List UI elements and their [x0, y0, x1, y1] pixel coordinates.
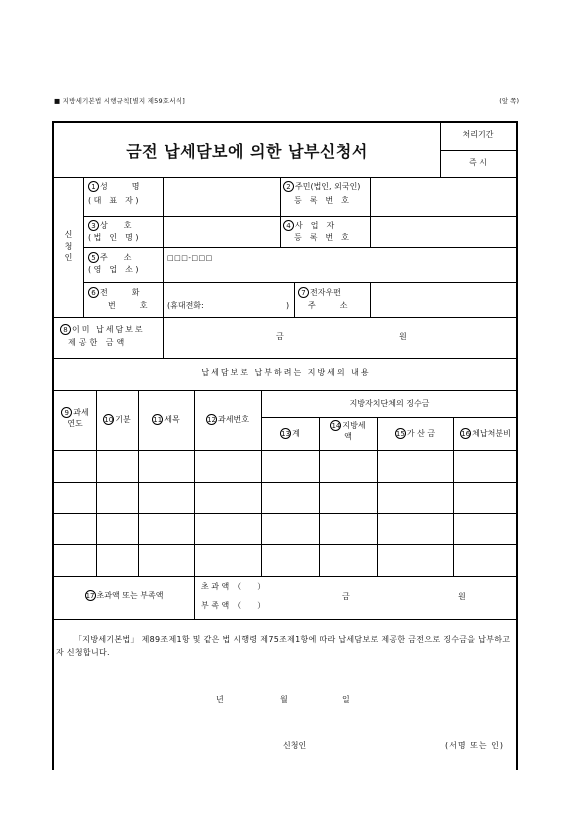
item-number: 2 — [283, 181, 294, 192]
phone-label-2: 번 호 — [108, 301, 148, 310]
divider — [261, 417, 518, 418]
additional-charge-header-text: 가 산 금 — [406, 429, 436, 438]
tax-item-header-text: 세목 — [164, 415, 180, 424]
section-heading: 납세담보로 납부하려는 지방세의 내용 — [201, 368, 371, 377]
item-number: 16 — [461, 430, 471, 438]
divider — [370, 177, 371, 247]
processing-period-label: 처리기간 — [462, 130, 494, 139]
item-number: 6 — [88, 287, 99, 298]
item-number: 12 — [207, 416, 216, 424]
tax-year-header-text: 과세 — [73, 408, 89, 417]
divider — [280, 177, 281, 247]
arrears-fee-header-text: 체납처분비 — [472, 429, 511, 438]
divider — [83, 282, 518, 283]
divider — [163, 317, 164, 358]
page-side-label: (앞 쪽) — [499, 97, 519, 105]
applicant-label-char: 인 — [64, 253, 73, 263]
item-number: 4 — [283, 220, 294, 231]
divider — [54, 390, 518, 391]
form-title: 금전 납세담보에 의한 납부신청서 — [126, 142, 368, 161]
corporation-name-label: ( 법 인 명 ) — [88, 233, 139, 242]
email-label-2: 주 소 — [308, 301, 348, 310]
divider — [54, 317, 518, 318]
item-number: 13 — [281, 430, 291, 438]
date-day-label: 일 — [342, 695, 350, 704]
item-number: 7 — [298, 287, 309, 298]
divider — [194, 576, 195, 619]
application-form — [52, 121, 518, 770]
address-field[interactable]: □□□-□□□ — [167, 254, 213, 262]
divider — [440, 150, 518, 151]
total-header-text: 계 — [292, 429, 300, 438]
table-row[interactable] — [54, 483, 518, 513]
tax-number-header — [194, 414, 261, 426]
item-number: 9 — [61, 407, 72, 418]
item-number: 17 — [85, 592, 95, 600]
tax-number-header-text: 과세번호 — [218, 415, 249, 424]
provided-amount-label — [60, 324, 145, 336]
trade-name-field[interactable] — [165, 218, 278, 245]
business-number-label — [283, 220, 334, 232]
divider — [83, 247, 518, 248]
excess-unit: 원 — [458, 592, 466, 601]
period-header — [96, 414, 138, 426]
mobile-phone-close: ) — [286, 301, 290, 310]
trade-name-label — [88, 220, 131, 232]
item-number: 14 — [331, 422, 341, 430]
item-number: 15 — [395, 430, 405, 438]
divider — [370, 282, 371, 317]
local-tax-header-text-2: 액 — [344, 431, 352, 441]
divider — [54, 358, 518, 359]
provided-amount-unit: 원 — [399, 332, 407, 341]
email-field[interactable] — [372, 284, 516, 315]
form-reference-header: ■ 지방세기본법 시행규칙[별지 제59호서식] — [54, 97, 185, 105]
registration-number-label — [283, 181, 360, 193]
address-label-text: 주 소 — [100, 253, 132, 262]
arrears-fee-header — [453, 428, 518, 440]
application-statement: 「지방세기본법」 제89조제1항 및 같은 법 시행령 제75조제1항에 따라 납세담보로 제공한 금전으로 징수금을 납부하고자 신청합니다. — [56, 635, 511, 657]
trade-name-label-text: 상 호 — [100, 221, 132, 230]
applicant-sign-label: 신청인 — [283, 741, 307, 750]
total-header — [261, 428, 319, 440]
tax-item-header — [138, 414, 194, 426]
excess-line: 초 과 액 （ ） — [201, 582, 266, 591]
item-number: 5 — [88, 252, 99, 263]
business-number-label-text: 사 업 자 — [295, 221, 335, 230]
tax-year-header — [54, 407, 96, 430]
divider — [54, 619, 518, 620]
provided-amount-label-text: 이미 납세담보로 — [72, 325, 145, 334]
divider — [163, 177, 164, 317]
phone-label-text: 전 화 — [100, 288, 140, 297]
excess-shortage-label — [54, 590, 194, 602]
date-year-label: 년 — [216, 695, 224, 704]
item-number: 1 — [88, 181, 99, 192]
additional-charge-header — [377, 428, 453, 440]
processing-period-value: 즉 시 — [469, 158, 487, 167]
name-label — [88, 181, 139, 193]
mobile-phone-field[interactable]: (휴대전화: — [167, 301, 204, 310]
table-row[interactable] — [54, 545, 518, 576]
table-row[interactable] — [54, 451, 518, 482]
phone-label — [88, 287, 139, 299]
divider — [83, 216, 518, 217]
excess-shortage-label-text: 초과액 또는 부족액 — [96, 591, 164, 600]
table-row[interactable] — [54, 514, 518, 544]
email-label — [298, 287, 341, 299]
shortage-line: 부 족 액 （ ） — [201, 601, 266, 610]
local-tax-header — [319, 420, 377, 443]
tax-year-header-text-2: 연도 — [67, 418, 83, 428]
address-label — [88, 252, 131, 264]
representative-label: ( 대 표 자 ) — [88, 196, 139, 205]
divider — [294, 282, 295, 317]
name-label-text: 성 명 — [100, 182, 140, 191]
item-number: 3 — [88, 220, 99, 231]
applicant-label-char: 청 — [64, 241, 73, 251]
date-month-label: 월 — [280, 695, 288, 704]
registration-number-label-text: 주민(법인, 외국인) — [295, 182, 361, 191]
item-number: 11 — [153, 416, 163, 424]
name-field[interactable] — [165, 179, 278, 214]
item-number: 10 — [104, 416, 114, 424]
applicant-label — [54, 229, 83, 264]
applicant-label-char: 신 — [64, 230, 73, 239]
provided-amount-label-2: 제공한 금액 — [68, 338, 128, 347]
period-header-text: 기분 — [115, 415, 131, 424]
business-number-label-2: 등 록 번 호 — [294, 233, 349, 242]
registration-number-label-2: 등 록 번 호 — [294, 196, 349, 205]
excess-currency: 금 — [342, 592, 350, 601]
business-number-field[interactable] — [372, 218, 516, 245]
local-tax-header-text: 지방세 — [342, 421, 366, 430]
item-number: 8 — [60, 324, 71, 335]
collection-heading: 지방자치단체의 징수금 — [349, 399, 430, 408]
registration-number-field[interactable] — [372, 179, 516, 214]
provided-amount-currency: 금 — [276, 332, 284, 341]
table-row-line — [54, 576, 518, 577]
business-place-label: ( 영 업 소 ) — [88, 265, 139, 274]
divider — [54, 177, 518, 178]
signature-field[interactable]: (서명 또는 인) — [445, 741, 504, 750]
email-label-text: 전자우편 — [310, 288, 341, 297]
